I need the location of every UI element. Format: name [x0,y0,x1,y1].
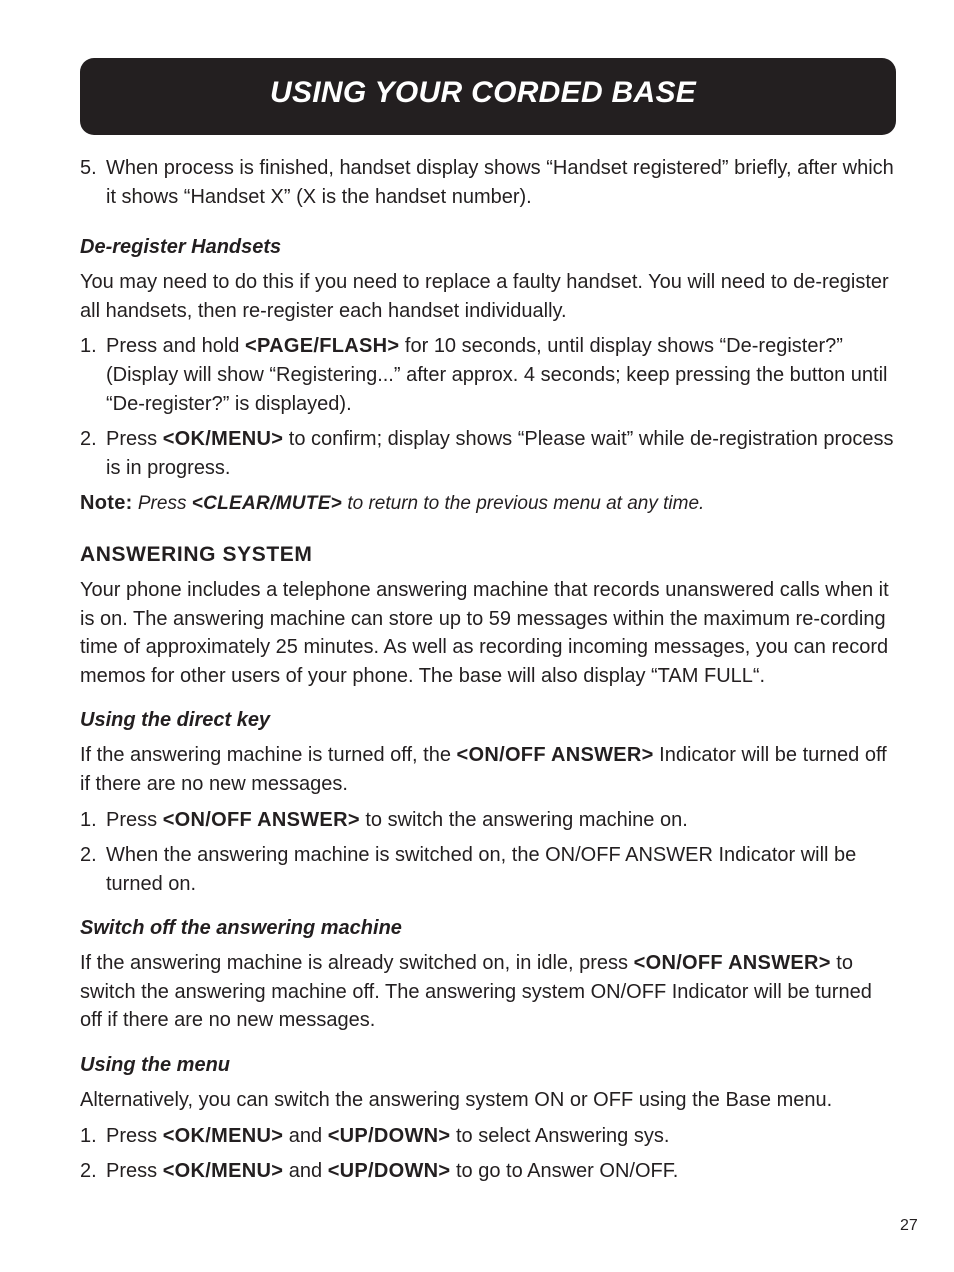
menu-intro: Alternatively, you can switch the answering system ON or OFF using the Base menu. [80,1089,833,1112]
key-label: <PAGE/FLASH> [244,335,400,358]
step-number: 2. [80,844,97,867]
switch-off-text: If the answering machine is already switched on, in idle, press <ON/OFF ANSWER> to switch the answering machine off. The answering system ON/OFF Indicator will be turned off if there are no new messages. [80,952,872,1032]
direct-key-step-1 [80,806,896,835]
menu-step-1 [80,1122,896,1151]
key-label: <ON/OFF ANSWER> [456,744,654,767]
step-number: 2. [80,1160,97,1183]
key-label: <ON/OFF ANSWER> [633,952,831,975]
switch-off-heading: Switch off the answering machine [80,917,402,940]
page-number: 27 [900,1217,918,1234]
direct-key-intro: If the answering machine is turned off, the <ON/OFF ANSWER> Indicator will be turned off if there are no new messages. [80,744,887,795]
direct-key-heading: Using the direct key [80,709,271,732]
page-content [80,154,896,1186]
step-text: Press <ON/OFF ANSWER> to switch the answering machine on. [106,808,688,831]
step-number: 1. [80,1124,97,1147]
answering-system-heading: ANSWERING SYSTEM [80,542,313,566]
menu-step-2 [80,1157,896,1186]
deregister-heading: De-register Handsets [80,236,282,259]
key-label: <UP/DOWN> [327,1160,451,1183]
step-number: 1. [80,808,97,831]
step-text: When the answering machine is switched on, the ON/OFF ANSWER Indicator will be turned on. [106,844,857,895]
key-label: <ON/OFF ANSWER> [162,808,360,831]
step-number: 2. [80,428,97,451]
deregister-intro: You may need to do this if you need to replace a faulty handset. You will need to de-register all handsets, then re-register each handset individually. [80,271,889,322]
key-label: <UP/DOWN> [327,1124,451,1147]
note-label: Note: [80,492,133,515]
step-number: 5. [80,157,97,179]
step-text: Press and hold <PAGE/FLASH> for 10 seconds, until display shows “De-register?” (Display will show “Registering...” after approx. 4 seconds; keep pressing the button until “De-register?” is displayed). [106,335,888,415]
step-number: 1. [80,335,97,358]
key-label: <CLEAR/MUTE> [191,493,343,515]
banner-title: USING YOUR CORDED BASE [270,76,697,109]
section-banner [80,58,896,135]
key-label: <OK/MENU> [162,1124,284,1147]
direct-key-step-2 [80,841,896,898]
step-text: Press <OK/MENU> and <UP/DOWN> to go to Answer ON/OFF. [106,1160,679,1183]
key-label: <OK/MENU> [162,428,284,451]
step-text: When process is finished, handset display shows “Handset registered” briefly, after which it shows “Handset X” (X is the handset number). [106,157,894,208]
menu-heading: Using the menu [80,1054,231,1077]
step-text: Press <OK/MENU> and <UP/DOWN> to select Answering sys. [106,1124,670,1147]
deregister-step-1 [80,332,896,418]
key-label: <OK/MENU> [162,1160,284,1183]
answering-system-intro: Your phone includes a telephone answering machine that records unanswered calls when it is on. The answering machine can store up to 59 messages within the maximum re-cording time of approximately 25 minutes. As well as recording incoming messages, you can record memos for other users of your phone. The base will also display “TAM FULL“. [80,578,889,687]
deregister-step-2 [80,425,896,482]
step-5 [80,154,896,211]
step-text: Press <OK/MENU> to confirm; display shows “Please wait” while de-registration process is in progress. [106,428,894,479]
deregister-note: Note: Press <CLEAR/MUTE> to return to the previous menu at any time. [80,492,705,515]
